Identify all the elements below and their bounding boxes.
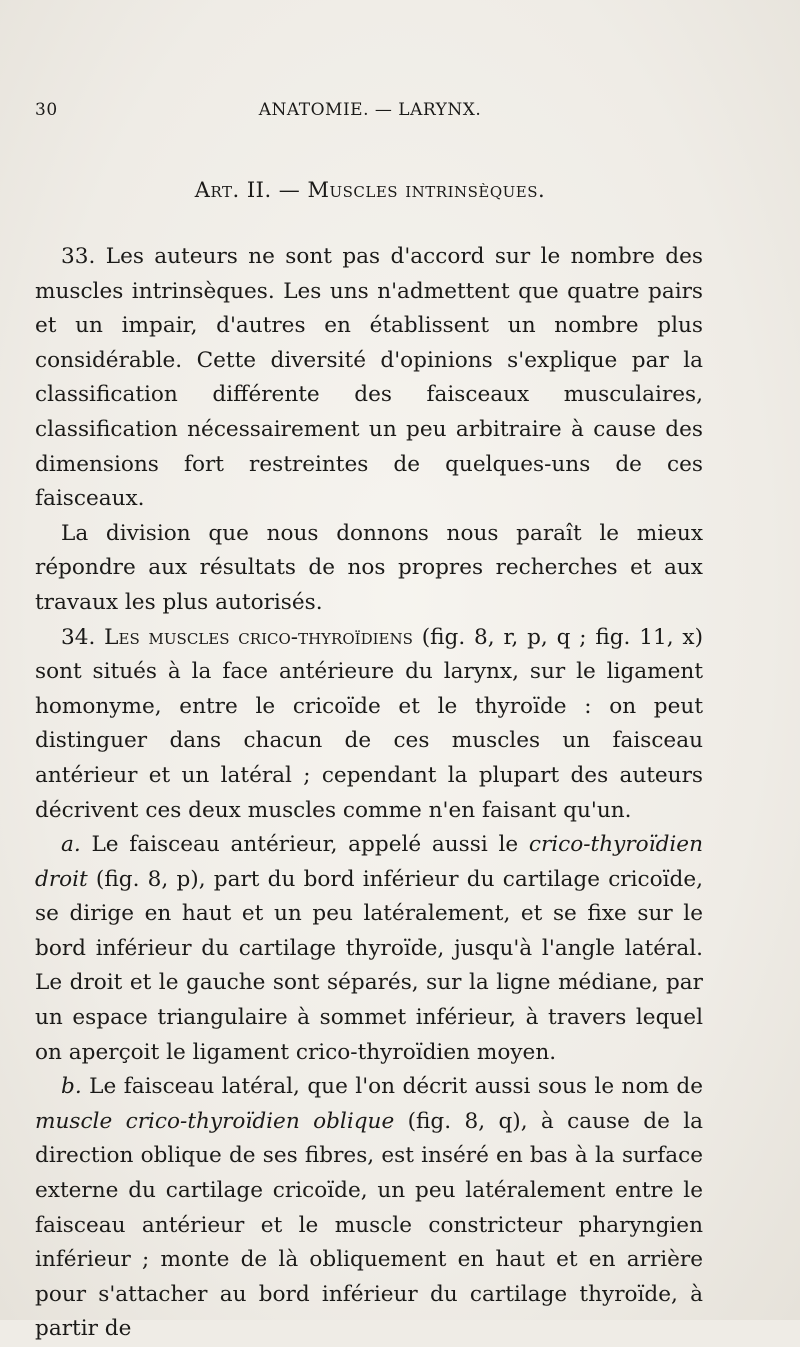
paragraph-small-caps-label: Les muscles crico-thyroïdiens	[95, 624, 413, 650]
paragraph-text: Les auteurs ne sont pas d'accord sur le nombre des muscles intrinsèques. Les uns n'admettent que quatre pairs et un impair, d'autres en établissent un nombre plus considérable. Cette diversité d'opinions s'explique par la classification différente des faisceaux musculaires, classification nécessairement un peu arbitraire à cause des dimensions fort restreintes de quelques-uns de ces faisceaux.	[35, 244, 703, 512]
paragraph-text: La division que nous donnons nous paraît le mieux répondre aux résultats de nos propres recherches et aux travaux les plus autorisés.	[35, 520, 703, 615]
paragraph-34	[35, 621, 703, 829]
paragraph-letter: a.	[61, 832, 81, 858]
paragraph-division	[35, 517, 703, 621]
section-title: Muscles intrinsèques.	[307, 178, 546, 202]
running-title: ANATOMIE. — LARYNX.	[258, 100, 482, 120]
paragraph-a	[35, 828, 703, 1070]
page-number: 30	[35, 100, 58, 120]
paragraph-text: Le faisceau latéral, que l'on décrit aussi sous le nom de	[81, 1074, 703, 1100]
paragraph-text: (fig. 8, p), part du bord inférieur du cartilage cricoïde, se dirige en haut et un peu latéralement, et se fixe sur le bord inférieur du cartilage thyroïde, jusqu'à l'angle latéral. Le droit et le gauche sont séparés, sur la ligne médiane, par un espace triangulaire à sommet inférieur, à travers lequel on aperçoit le ligament crico-thyroïdien moyen.	[35, 866, 703, 1065]
paragraph-number: 34.	[61, 624, 96, 650]
paragraph-letter: b.	[61, 1074, 82, 1100]
section-art-label: Art. II. —	[194, 178, 308, 202]
paragraph-text: (fig. 8, q), à cause de la direction oblique de ses fibres, est inséré en bas à la surface externe du cartilage cricoïde, un peu latéralement entre le faisceau antérieur et le muscle constricteur pharyngien inférieur ; monte de là obliquement en haut et en arrière pour s'attacher au bord inférieur du cartilage thyroïde, à partir de	[35, 1108, 703, 1342]
paragraph-text: Le faisceau antérieur, appelé aussi le	[80, 832, 529, 858]
paragraph-text: (fig. 8, r, p, q ; fig. 11, x) sont situés à la face antérieure du larynx, sur le ligament homonyme, entre le cricoïde et le thyroïde : on peut distinguer dans chacun de ces muscles un faisceau antérieur et un latéral ; cependant la plupart des auteurs décrivent ces deux muscles comme n'en faisant qu'un.	[35, 624, 704, 823]
paragraph-b	[35, 1070, 703, 1347]
section-heading	[35, 178, 705, 202]
paragraph-italic-term: crico-thyroïdien droit	[35, 832, 703, 892]
paragraph-number: 33.	[61, 244, 96, 269]
paragraph-33	[35, 240, 703, 517]
body-text	[35, 240, 703, 1347]
paragraph-italic-term: muscle crico-thyroïdien oblique	[35, 1108, 395, 1134]
